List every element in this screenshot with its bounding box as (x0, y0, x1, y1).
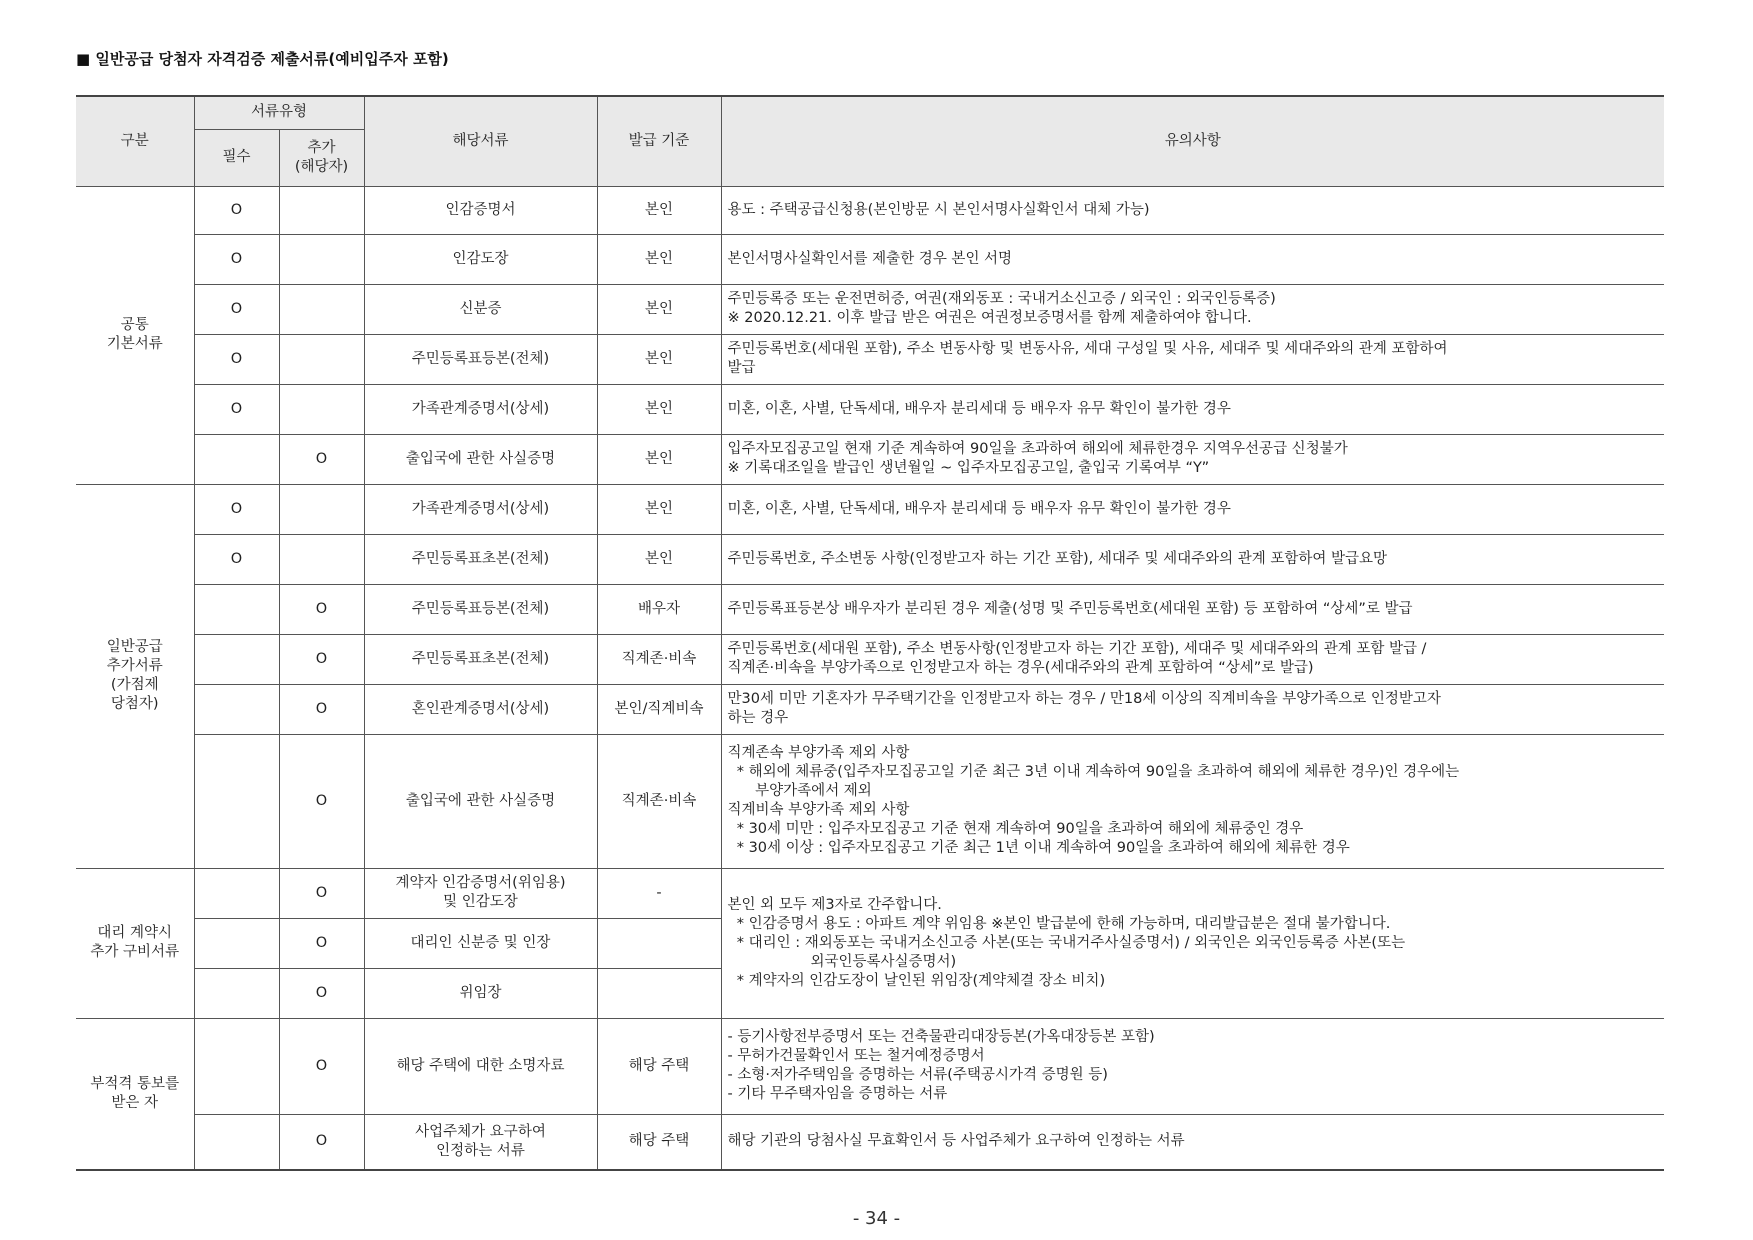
additional-mark-cell: O (279, 968, 364, 1018)
header-additional: 추가 (해당자) (279, 129, 364, 186)
issue-basis-cell: 본인 (597, 234, 721, 284)
required-mark-cell (194, 968, 279, 1018)
required-mark-cell (194, 1114, 279, 1170)
required-mark-cell: O (194, 334, 279, 384)
document-name-cell: 출입국에 관한 사실증명 (364, 734, 597, 868)
notes-cell (721, 434, 1664, 484)
notes-cell (721, 1018, 1664, 1114)
note-line: * 30세 이상 : 입주자모집공고 기준 최근 1년 이내 계속하여 90일을 초과하여 해외에 체류한 경우 (727, 840, 1350, 856)
document-name-cell: 주민등록표등본(전체) (364, 334, 597, 384)
header-notes: 유의사항 (721, 96, 1664, 186)
additional-mark-cell: O (279, 634, 364, 684)
required-mark-cell (194, 868, 279, 918)
note-line: * 대리인 : 재외동포는 국내거소신고증 사본(또는 국내거주사실증명서) / 외국인은 외국인등록증 사본(또는 (727, 934, 1406, 951)
additional-mark-cell (279, 186, 364, 234)
document-name-cell: 가족관계증명서(상세) (364, 484, 597, 534)
issue-basis-cell: 본인 (597, 534, 721, 584)
note-line: 본인 외 모두 제3자로 간주합니다. (727, 896, 942, 913)
notes-cell (721, 484, 1664, 534)
notes-cell (721, 534, 1664, 584)
required-mark-cell (194, 734, 279, 868)
additional-mark-cell (279, 234, 364, 284)
note-line: - 소형·저가주택임을 증명하는 서류(주택공시가격 증명원 등) (727, 1067, 1108, 1083)
note-line: * 해외에 체류중(입주자모집공고일 기준 최근 3년 이내 계속하여 90일을 초과하여 해외에 체류한 경우)인 경우에는 (727, 764, 1460, 780)
note-line: 주민등록표등본상 배우자가 분리된 경우 제출(성명 및 주민등록번호(세대원 포함) 등 포함하여 “상세”로 발급 (727, 600, 1413, 617)
group-label: 부적격 통보를 받은 자 (76, 1018, 194, 1170)
table-row (76, 1018, 1664, 1114)
additional-mark-cell (279, 534, 364, 584)
notes-cell (721, 1114, 1664, 1170)
note-line: 주민등록번호(세대원 포함), 주소 변동사항(인정받고자 하는 기간 포함), 세대주 및 세대주와의 관계 포함 발급 / (727, 641, 1427, 657)
notes-cell (721, 584, 1664, 634)
additional-mark-cell: O (279, 434, 364, 484)
note-line: * 인감증명서 용도 : 아파트 계약 위임용 ※본인 발급분에 한해 가능하며, 대리발급분은 절대 불가합니다. (727, 915, 1391, 932)
document-name-cell: 혼인관계증명서(상세) (364, 684, 597, 734)
table-body (76, 186, 1664, 1170)
note-line: 발급 (727, 360, 756, 376)
table-row (76, 384, 1664, 434)
table-row (76, 284, 1664, 334)
required-mark-cell (194, 684, 279, 734)
additional-mark-cell: O (279, 868, 364, 918)
document-name-cell: 주민등록표초본(전체) (364, 534, 597, 584)
issue-basis-cell: 배우자 (597, 584, 721, 634)
notes-cell (721, 284, 1664, 334)
additional-mark-cell: O (279, 1018, 364, 1114)
note-line: 용도 : 주택공급신청용(본인방문 시 본인서명사실확인서 대체 가능) (727, 201, 1150, 218)
note-line: 직계존·비속을 부양가족으로 인정받고자 하는 경우(세대주와의 관계 포함하여 “상세”로 발급) (727, 660, 1314, 676)
header-doc-type: 서류유형 (194, 96, 364, 129)
notes-cell (721, 634, 1664, 684)
additional-mark-cell: O (279, 684, 364, 734)
document-name-cell: 사업주체가 요구하여 인정하는 서류 (364, 1114, 597, 1170)
additional-mark-cell: O (279, 584, 364, 634)
table-row (76, 234, 1664, 284)
additional-mark-cell (279, 384, 364, 434)
document-requirements-table (76, 95, 1664, 1171)
issue-basis-cell: - (597, 868, 721, 918)
additional-mark-cell: O (279, 1114, 364, 1170)
note-line: - 기타 무주택자임을 증명하는 서류 (727, 1086, 948, 1102)
group-label: 공통 기본서류 (76, 186, 194, 484)
table-row (76, 484, 1664, 534)
note-line: 직계비속 부양가족 제외 사항 (727, 802, 910, 818)
additional-mark-cell: O (279, 734, 364, 868)
note-line: 만30세 미만 기혼자가 무주택기간을 인정받고자 하는 경우 / 만18세 이상의 직계비속을 부양가족으로 인정받고자 (727, 691, 1441, 707)
document-name-cell: 위임장 (364, 968, 597, 1018)
table-row (76, 584, 1664, 634)
issue-basis-cell: 본인 (597, 484, 721, 534)
document-name-cell: 인감증명서 (364, 186, 597, 234)
table-row (76, 634, 1664, 684)
note-line: 주민등록번호, 주소변동 사항(인정받고자 하는 기간 포함), 세대주 및 세대주와의 관계 포함하여 발급요망 (727, 550, 1388, 567)
document-name-cell: 계약자 인감증명서(위임용) 및 인감도장 (364, 868, 597, 918)
required-mark-cell (194, 434, 279, 484)
additional-mark-cell (279, 484, 364, 534)
page-number: - 34 - (852, 1208, 901, 1229)
note-line: ※ 2020.12.21. 이후 발급 받은 여권은 여권정보증명서를 함께 제출하여야 합니다. (727, 310, 1252, 326)
required-mark-cell (194, 584, 279, 634)
note-line: 해당 기관의 당첨사실 무효확인서 등 사업주체가 요구하여 인정하는 서류 (727, 1133, 1185, 1150)
note-line: * 30세 미만 : 입주자모집공고 기준 현재 계속하여 90일을 초과하여 해외에 체류중인 경우 (727, 821, 1304, 837)
issue-basis-cell: 본인 (597, 334, 721, 384)
issue-basis-cell (597, 968, 721, 1018)
note-line: ※ 기록대조일을 발급인 생년월일 ~ 입주자모집공고일, 출입국 기록여부 “Y” (727, 460, 1210, 476)
notes-cell (721, 234, 1664, 284)
document-name-cell: 해당 주택에 대한 소명자료 (364, 1018, 597, 1114)
document-name-cell: 신분증 (364, 284, 597, 334)
issue-basis-cell: 본인 (597, 284, 721, 334)
note-line: 주민등록번호(세대원 포함), 주소 변동사항 및 변동사유, 세대 구성일 및 사유, 세대주 및 세대주와의 관계 포함하여 (727, 341, 1448, 357)
required-mark-cell (194, 634, 279, 684)
required-mark-cell: O (194, 284, 279, 334)
table-row (76, 434, 1664, 484)
note-line: 하는 경우 (727, 710, 789, 726)
note-line: 본인서명사실확인서를 제출한 경우 본인 서명 (727, 250, 1013, 267)
required-mark-cell (194, 918, 279, 968)
table-row (76, 186, 1664, 234)
notes-cell (721, 868, 1664, 1018)
notes-cell (721, 734, 1664, 868)
document-name-cell: 출입국에 관한 사실증명 (364, 434, 597, 484)
note-line: 미혼, 이혼, 사별, 단독세대, 배우자 분리세대 등 배우자 유무 확인이 불가한 경우 (727, 500, 1231, 517)
required-mark-cell (194, 1018, 279, 1114)
required-mark-cell: O (194, 534, 279, 584)
notes-cell (721, 186, 1664, 234)
note-line: 주민등록증 또는 운전면허증, 여권(재외동포 : 국내거소신고증 / 외국인 : 외국인등록증) (727, 291, 1276, 307)
additional-mark-cell: O (279, 918, 364, 968)
note-line: - 무허가건물확인서 또는 철거예정증명서 (727, 1048, 985, 1064)
document-name-cell: 가족관계증명서(상세) (364, 384, 597, 434)
issue-basis-cell (597, 918, 721, 968)
note-line: 직계존속 부양가족 제외 사항 (727, 745, 910, 761)
document-name-cell: 주민등록표등본(전체) (364, 584, 597, 634)
table-row (76, 684, 1664, 734)
document-name-cell: 주민등록표초본(전체) (364, 634, 597, 684)
issue-basis-cell: 해당 주택 (597, 1114, 721, 1170)
table-row (76, 334, 1664, 384)
header-required: 필수 (194, 129, 279, 186)
note-line: 입주자모집공고일 현재 기준 계속하여 90일을 초과하여 해외에 체류한경우 지역우선공급 신청불가 (727, 441, 1348, 457)
group-label: 대리 계약시 추가 구비서류 (76, 868, 194, 1018)
issue-basis-cell: 직계존·비속 (597, 634, 721, 684)
additional-mark-cell (279, 284, 364, 334)
notes-cell (721, 384, 1664, 434)
note-line: 미혼, 이혼, 사별, 단독세대, 배우자 분리세대 등 배우자 유무 확인이 불가한 경우 (727, 400, 1231, 417)
notes-cell (721, 684, 1664, 734)
issue-basis-cell: 해당 주택 (597, 1018, 721, 1114)
section-title: ■ 일반공급 당첨자 자격검증 제출서류(예비입주자 포함) (76, 50, 449, 68)
required-mark-cell: O (194, 384, 279, 434)
issue-basis-cell: 직계존·비속 (597, 734, 721, 868)
note-line: - 등기사항전부증명서 또는 건축물관리대장등본(가옥대장등본 포함) (727, 1029, 1155, 1045)
issue-basis-cell: 본인/직계비속 (597, 684, 721, 734)
document-name-cell: 인감도장 (364, 234, 597, 284)
document-name-cell: 대리인 신분증 및 인장 (364, 918, 597, 968)
table-row (76, 1114, 1664, 1170)
notes-cell (721, 334, 1664, 384)
issue-basis-cell: 본인 (597, 186, 721, 234)
issue-basis-cell: 본인 (597, 384, 721, 434)
note-line: 외국인등록사실증명서) (727, 953, 957, 970)
table-row (76, 868, 1664, 918)
required-mark-cell: O (194, 234, 279, 284)
required-mark-cell: O (194, 484, 279, 534)
table-row (76, 734, 1664, 868)
table-row (76, 534, 1664, 584)
additional-mark-cell (279, 334, 364, 384)
note-line: * 계약자의 인감도장이 날인된 위임장(계약체결 장소 비치) (727, 972, 1106, 989)
required-mark-cell: O (194, 186, 279, 234)
header-document: 해당서류 (364, 96, 597, 186)
header-issue-basis: 발급 기준 (597, 96, 721, 186)
group-label: 일반공급 추가서류 (가점제 당첨자) (76, 484, 194, 868)
header-category: 구분 (76, 96, 194, 186)
issue-basis-cell: 본인 (597, 434, 721, 484)
note-line: 부양가족에서 제외 (727, 783, 872, 799)
